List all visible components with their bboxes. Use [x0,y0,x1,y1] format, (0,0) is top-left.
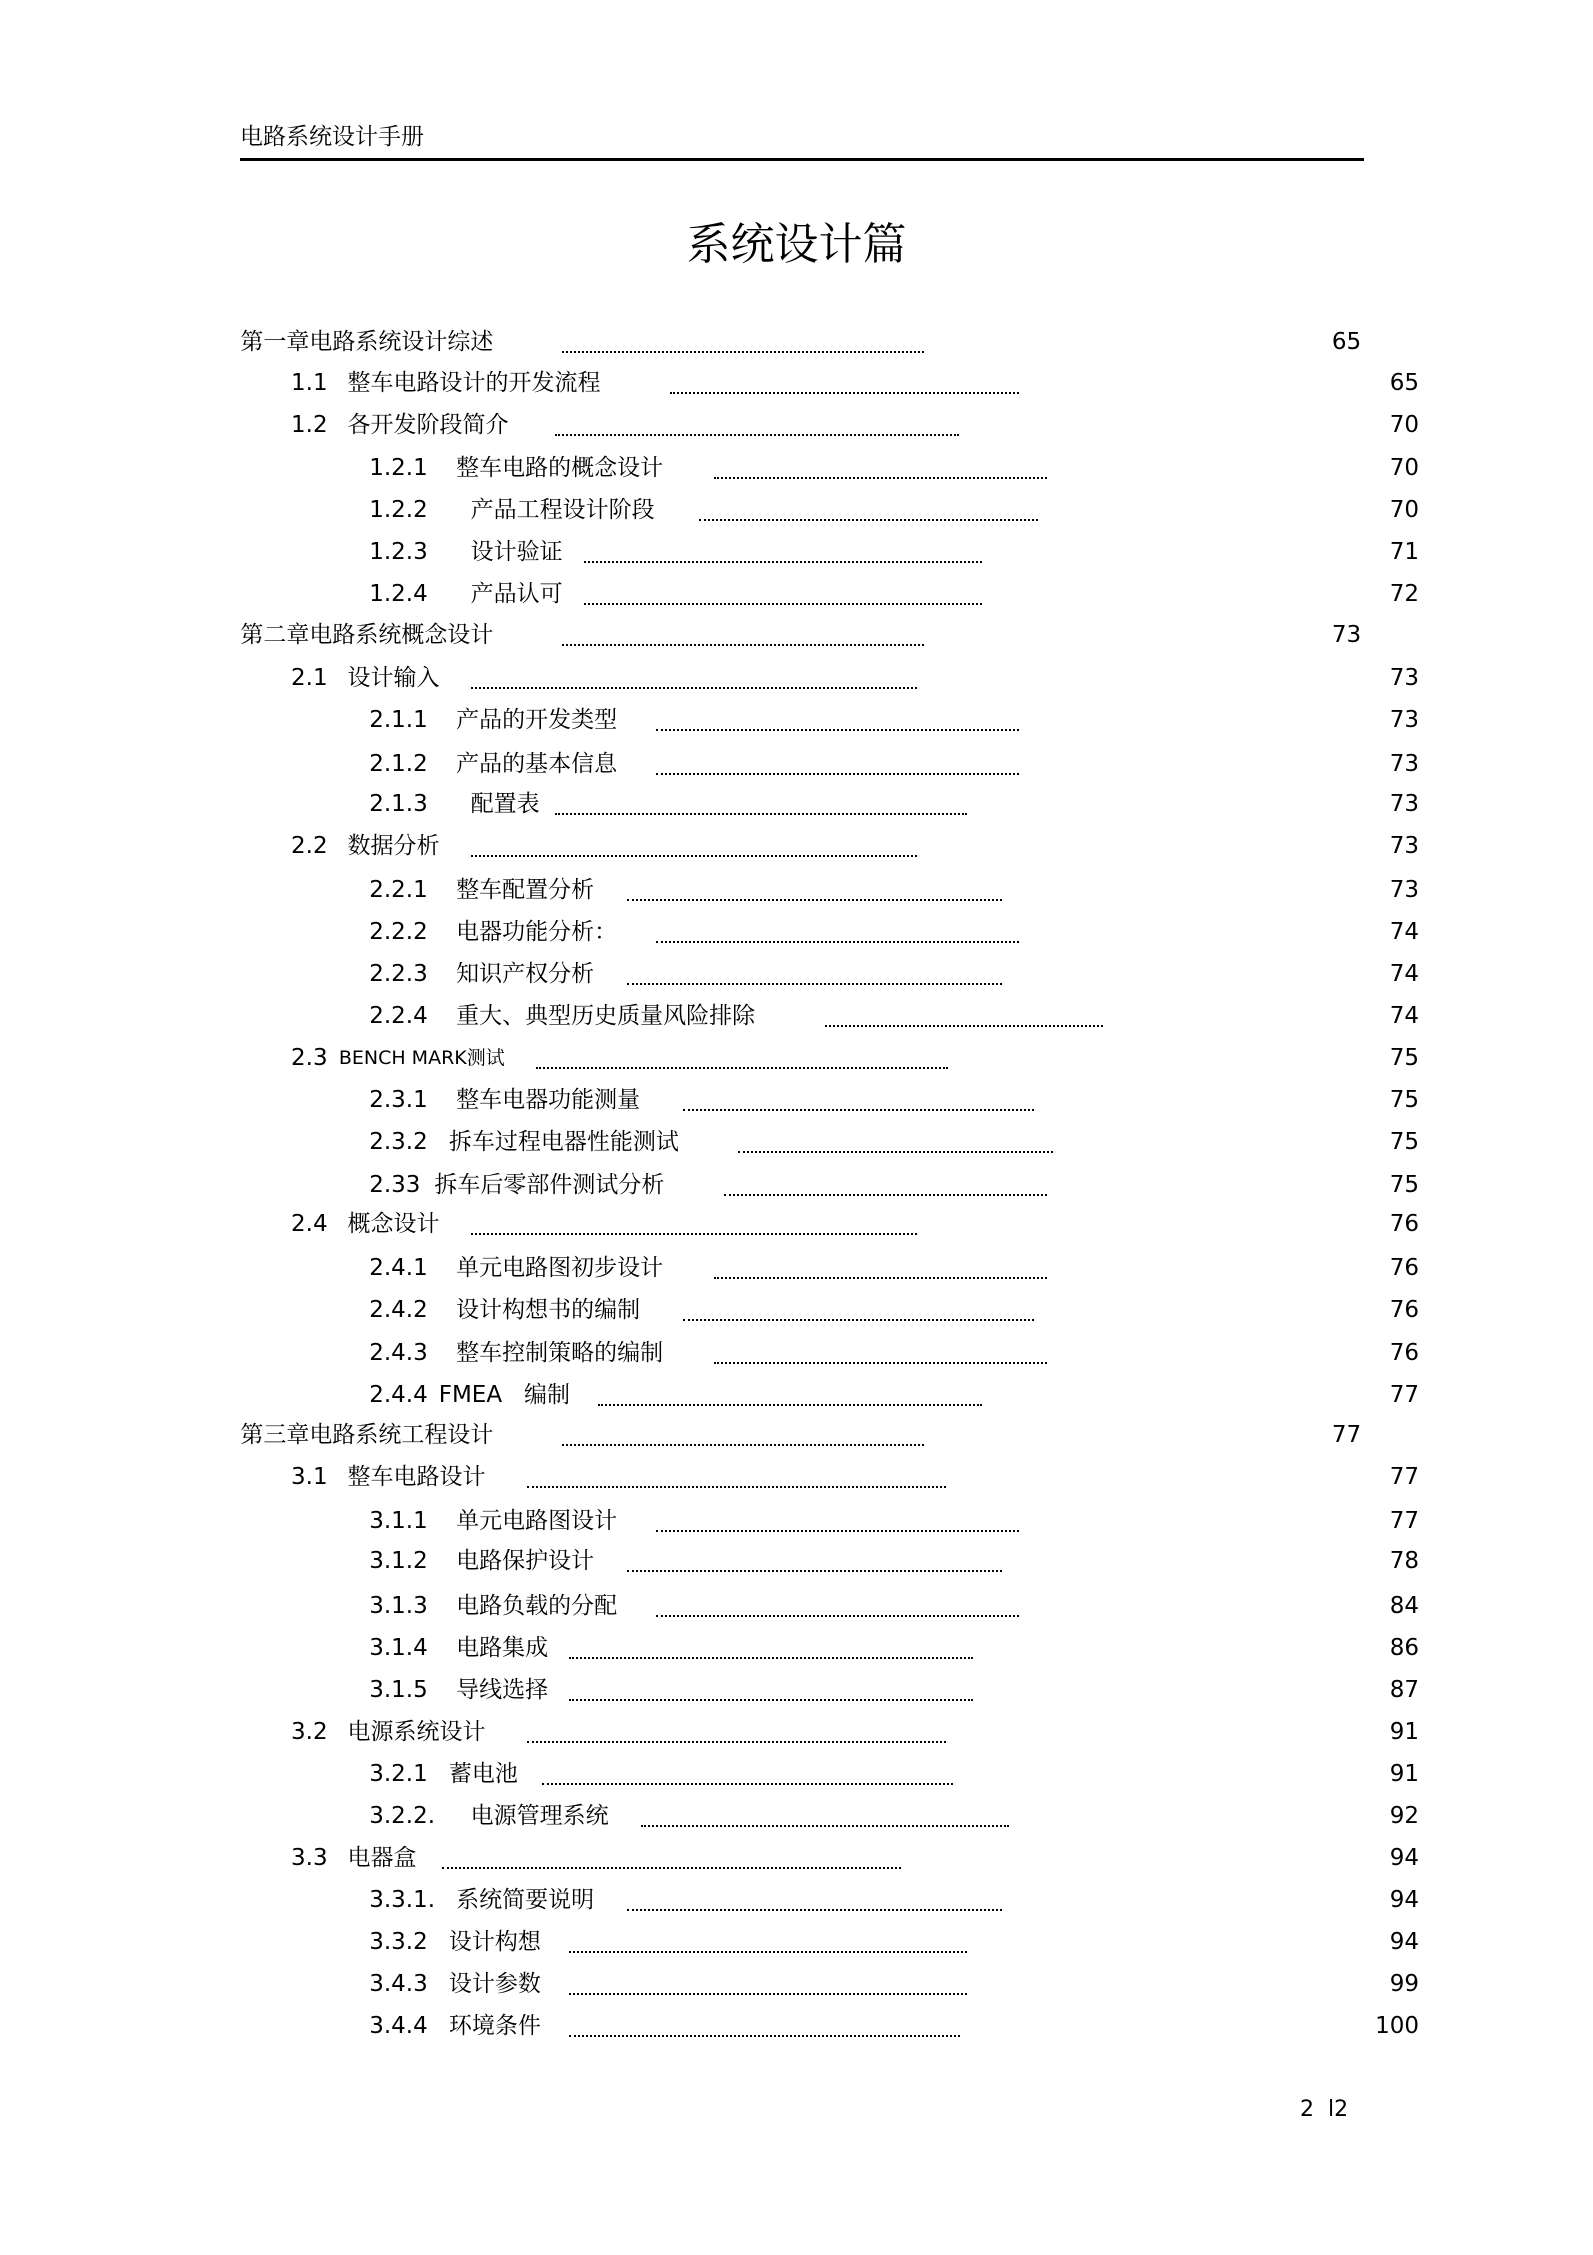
toc-leader-dots [471,1233,917,1235]
toc-entry-title: 第一章电路系统设计综述 [240,329,494,356]
toc-entry-title: 整车电路设计的开发流程 [347,369,601,396]
toc-page-number: 73 [1389,791,1420,818]
toc-entry-title: 电路保护设计 [456,1548,595,1575]
toc-section-number: 2.4 [291,1211,328,1238]
toc-leader-dots [555,813,968,815]
toc-entry-title: 产品工程设计阶段 [470,497,655,524]
toc-page-number: 77 [1331,1422,1362,1449]
toc-section-number: 2.4.4 [369,1381,428,1408]
toc-entry-title: 系统简要说明 [456,1887,595,1914]
toc-entry-title: 第二章电路系统概念设计 [240,621,494,648]
toc-page-number: 76 [1389,1211,1420,1238]
toc-page-number: 73 [1389,876,1420,903]
toc-section-number: 3.2.2. [369,1803,436,1830]
toc-entry-title: 设计输入 [347,665,440,692]
toc-page-number: 73 [1389,707,1420,734]
toc-leader-dots [738,1151,1052,1153]
toc-section-number: 3.1.2 [369,1548,428,1575]
toc-page-number: 94 [1389,1929,1420,1956]
toc-entry-title: 设计参数 [448,1971,541,1998]
toc-leader-dots [598,1404,982,1406]
toc-page-number: 99 [1389,1971,1420,1998]
toc-section-number: 3.1 [291,1464,328,1491]
toc-section-number: 2.4.3 [369,1339,428,1366]
toc-section-number: 2.4.1 [369,1254,428,1281]
toc-entry-title: 产品认可 [470,581,563,608]
toc-entry-title: 产品的基本信息 [456,750,618,777]
toc-page-number: 94 [1389,1887,1420,1914]
toc-section-number: 3.2.1 [369,1761,428,1788]
toc-entry-title: BENCH MARK测试 [338,1046,505,1069]
toc-leader-dots [627,983,1002,985]
toc-section-number: 2.2.3 [369,960,428,987]
toc-page-number: 65 [1389,369,1420,396]
toc-leader-dots [627,1570,1002,1572]
toc-entry-title: 设计验证 [470,539,563,566]
toc-section-number: 2.2 [291,833,328,860]
toc-leader-dots [569,1993,967,1995]
toc-page-number: 72 [1389,581,1420,608]
toc-leader-dots [714,1277,1047,1279]
toc-entry-title: FMEA 编制 [438,1381,571,1408]
toc-page-number: 77 [1389,1507,1420,1534]
toc-entry-title: 整车配置分析 [456,876,595,903]
toc-leader-dots [699,519,1038,521]
toc-page-number: 91 [1389,1761,1420,1788]
toc-entry-title: 拆车过程电器性能测试 [448,1128,679,1155]
toc-leader-dots [542,1783,953,1785]
toc-leader-dots [569,1657,973,1659]
toc-section-number: 1.2.1 [369,455,428,482]
toc-page-number: 100 [1375,2013,1420,2040]
toc-page-number: 86 [1389,1635,1420,1662]
toc-section-number: 2.4.2 [369,1296,428,1323]
toc-leader-dots [562,351,924,353]
toc-entry-title: 电器功能分析： [456,918,618,945]
toc-leader-dots [584,603,982,605]
toc-leader-dots [656,729,1019,731]
toc-page-number: 71 [1389,539,1420,566]
toc-section-number: 2.2.1 [369,876,428,903]
toc-page-number: 73 [1389,833,1420,860]
toc-entry-title: 产品的开发类型 [456,707,618,734]
toc-entry-title: 数据分析 [347,833,440,860]
toc-page-number: 94 [1389,1845,1420,1872]
toc-section-number: 3.1.3 [369,1593,428,1620]
toc-page-number: 75 [1389,1171,1420,1198]
toc-leader-dots [527,1741,945,1743]
toc-leader-dots [724,1194,1047,1196]
toc-section-number: 2.2.4 [369,1002,428,1029]
toc-leader-dots [656,773,1019,775]
toc-leader-dots [471,687,917,689]
toc-section-number: 1.1 [291,369,328,396]
toc-page-number: 75 [1389,1086,1420,1113]
toc-page-number: 75 [1389,1128,1420,1155]
toc-section-number: 3.3.2 [369,1929,428,1956]
toc-leader-dots [627,899,1002,901]
toc-page-number: 70 [1389,455,1420,482]
toc-leader-dots [536,1067,949,1069]
toc-entry-title: 环境条件 [448,2013,541,2040]
toc-section-number: 1.2.4 [369,581,428,608]
toc-entry-title: 整车电路设计 [347,1464,486,1491]
toc-entry-title: 单元电路图初步设计 [456,1254,664,1281]
header-rule [240,158,1364,161]
toc-section-number: 3.2 [291,1719,328,1746]
toc-entry-title: 蓄电池 [448,1761,518,1788]
toc-page-number: 70 [1389,411,1420,438]
toc-leader-dots [714,1362,1047,1364]
toc-leader-dots [683,1319,1033,1321]
toc-page-number: 76 [1389,1339,1420,1366]
toc-entry-title: 设计构想书的编制 [456,1296,641,1323]
toc-leader-dots [714,477,1047,479]
toc-section-number: 2.1.3 [369,791,428,818]
toc-page-number: 76 [1389,1296,1420,1323]
page-title: 系统设计篇 [686,219,907,270]
toc-page-number: 77 [1389,1464,1420,1491]
toc-page-number: 73 [1389,750,1420,777]
toc-page-number: 74 [1389,918,1420,945]
toc-leader-dots [442,1867,901,1869]
toc-entry-title: 整车控制策略的编制 [456,1339,664,1366]
toc-leader-dots [641,1825,1009,1827]
toc-leader-dots [656,1615,1019,1617]
toc-page-number: 78 [1389,1548,1420,1575]
toc-section-number: 1.2.3 [369,539,428,566]
running-header: 电路系统设计手册 [240,124,424,150]
toc-leader-dots [627,1909,1002,1911]
toc-leader-dots [569,1951,967,1953]
toc-leader-dots [562,1444,924,1446]
toc-section-number: 3.4.4 [369,2013,428,2040]
toc-leader-dots [683,1109,1033,1111]
toc-entry-title: 电源管理系统 [470,1803,609,1830]
toc-page-number: 77 [1389,1381,1420,1408]
toc-entry-title: 电源系统设计 [347,1719,486,1746]
toc-section-number: 2.1.1 [369,707,428,734]
toc-section-number: 1.2 [291,411,328,438]
toc-section-number: 2.3.2 [369,1128,428,1155]
toc-entry-title: 整车电路的概念设计 [456,455,664,482]
toc-page-number: 74 [1389,1002,1420,1029]
toc-entry-title: 电路集成 [456,1635,549,1662]
toc-leader-dots [670,392,1019,394]
toc-entry-title: 各开发阶段简介 [347,411,509,438]
toc-section-number: 2.1.2 [369,750,428,777]
toc-page-number: 84 [1389,1593,1420,1620]
toc-entry-title: 重大、典型历史质量风险排除 [456,1002,756,1029]
toc-leader-dots [584,561,982,563]
toc-page-number: 91 [1389,1719,1420,1746]
toc-section-number: 3.1.5 [369,1677,428,1704]
toc-leader-dots [527,1486,945,1488]
toc-section-number: 3.1.4 [369,1635,428,1662]
toc-section-number: 3.3.1. [369,1887,436,1914]
toc-entry-title: 整车电器功能测量 [456,1086,641,1113]
toc-page-number: 65 [1331,329,1362,356]
toc-page-number: 75 [1389,1044,1420,1071]
toc-leader-dots [656,941,1019,943]
toc-section-number: 2.2.2 [369,918,428,945]
toc-entry-title: 概念设计 [347,1211,440,1238]
toc-entry-title: 拆车后零部件测试分析 [434,1171,665,1198]
toc-page-number: 87 [1389,1677,1420,1704]
toc-entry-title: 电路负载的分配 [456,1593,618,1620]
page-number: 2 l2 [1300,2097,1349,2122]
toc-leader-dots [471,855,917,857]
toc-leader-dots [562,644,924,646]
toc-section-number: 2.3 [291,1044,328,1071]
toc-leader-dots [555,434,959,436]
toc-leader-dots [569,2035,960,2037]
toc-section-number: 2.1 [291,665,328,692]
toc-section-number: 2.33 [369,1171,421,1198]
toc-entry-title: 配置表 [470,791,540,818]
toc-page-number: 70 [1389,497,1420,524]
toc-page-number: 73 [1389,665,1420,692]
toc-entry-title: 导线选择 [456,1677,549,1704]
toc-entry-title: 第三章电路系统工程设计 [240,1422,494,1449]
toc-page-number: 73 [1331,621,1362,648]
toc-entry-title: 设计构想 [448,1929,541,1956]
toc-section-number: 1.2.2 [369,497,428,524]
toc-page-number: 76 [1389,1254,1420,1281]
toc-entry-title: 单元电路图设计 [456,1507,618,1534]
toc-page-number: 92 [1389,1803,1420,1830]
toc-entry-title: 知识产权分析 [456,960,595,987]
toc-leader-dots [656,1530,1019,1532]
toc-entry-title: 电器盒 [347,1845,417,1872]
toc-section-number: 3.3 [291,1845,328,1872]
toc-section-number: 3.4.3 [369,1971,428,1998]
toc-leader-dots [569,1699,973,1701]
toc-section-number: 3.1.1 [369,1507,428,1534]
toc-leader-dots [825,1025,1103,1027]
toc-page-number: 74 [1389,960,1420,987]
toc-section-number: 2.3.1 [369,1086,428,1113]
